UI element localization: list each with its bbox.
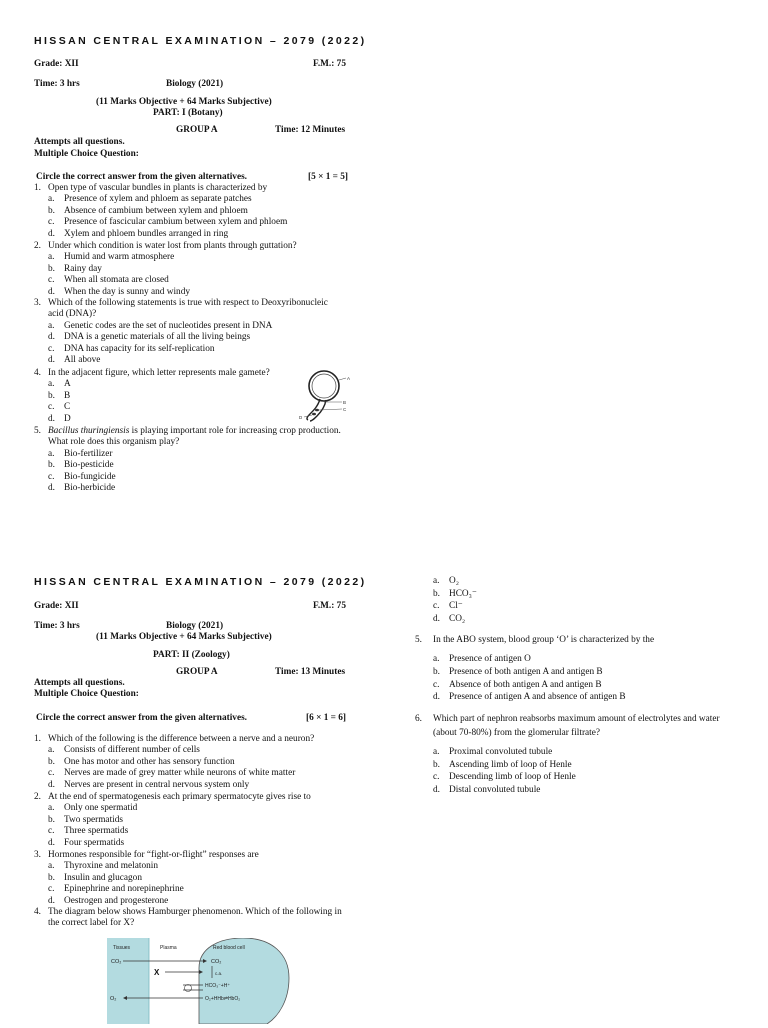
option[interactable]: a. Only one spermatid — [48, 803, 138, 814]
option[interactable]: d. Distal convoluted tubule — [433, 784, 541, 795]
part1-subject: Biology (2021) — [166, 79, 224, 89]
question-number: 4. — [34, 907, 41, 917]
question-text: Under which condition is water lost from plants through guttation? — [48, 241, 297, 251]
part2-question-1 — [34, 734, 344, 791]
question-text: Which of the following statements is true with respect to Deoxyribonucleic acid (DNA)? — [48, 298, 328, 320]
option[interactable]: c. Three spermatids — [48, 826, 129, 837]
option[interactable]: a. Consists of different number of cells — [48, 745, 200, 756]
part2-question-2 — [34, 792, 344, 849]
part2-part-title: PART: II (Zoology) — [153, 650, 230, 660]
option[interactable]: d. Nerves are present in central nervous system only — [48, 779, 250, 790]
diagram-hb-equation: O₂+HHb⇌HbO₂ — [205, 996, 241, 1002]
option[interactable]: a. Proximal convoluted tubule — [433, 747, 553, 757]
option[interactable]: b. HCO₃⁻ — [433, 588, 477, 599]
option[interactable]: a. Presence of xylem and phloem as separate patches — [48, 194, 252, 205]
diagram-x-label: X — [154, 968, 160, 977]
diagram-o2-left: O₂ — [110, 996, 117, 1002]
question-number: 3. — [34, 298, 41, 308]
part2-question-4 — [34, 907, 344, 930]
option[interactable]: c. Cl⁻ — [433, 601, 463, 612]
option[interactable]: a. A — [48, 379, 71, 390]
part1-time: Time: 3 hrs — [34, 79, 80, 89]
option[interactable]: b. Insulin and glucagon — [48, 872, 142, 883]
option[interactable]: d. Bio-herbicide — [48, 483, 116, 494]
question-number: 1. — [34, 183, 41, 193]
part1-header: HISSAN CENTRAL EXAMINATION – 2079 (2022) — [34, 35, 367, 47]
option[interactable]: c. C — [48, 402, 71, 413]
option[interactable]: a. Presence of antigen O — [433, 654, 531, 665]
part1-attempt-note: Attempts all questions. — [34, 137, 125, 147]
part2-header: HISSAN CENTRAL EXAMINATION – 2079 (2022) — [34, 576, 367, 588]
part1-question-2 — [34, 241, 344, 298]
option[interactable]: c. Bio-fungicide — [48, 471, 116, 482]
part2-grade: Grade: XII — [34, 601, 79, 611]
diagram-tissues-label: Tissues — [113, 945, 131, 951]
question-text: The diagram below shows Hamburger phenomenon. Which of the following in the correct label for X? — [48, 907, 342, 929]
part1-question-1 — [34, 183, 344, 240]
diagram-rbc-label: Red blood cell — [213, 945, 245, 951]
option[interactable]: b. Presence of both antigen A and antigen B — [433, 667, 603, 677]
option[interactable]: c. Epinephrine and norepinephrine — [48, 884, 184, 895]
option[interactable]: c. Absence of both antigen A and antigen B — [433, 679, 602, 690]
part1-group: GROUP A — [176, 125, 218, 135]
option[interactable]: d. All above — [48, 355, 101, 366]
part2-question-3 — [34, 850, 344, 907]
question-text: Which part of nephron reabsorbs maximum amount of electrolytes and water (about 70-80%) from the glomerular filtrate? — [433, 714, 720, 738]
question-text: Bacillus thuringiensis is playing important role for increasing crop production. What role does this organism play? — [48, 426, 341, 448]
option[interactable]: d. Xylem and phloem bundles arranged in ring — [48, 228, 229, 239]
diagram-ca-label: c.a. — [215, 971, 223, 976]
part1-full-marks: F.M.: 75 — [313, 59, 346, 69]
part2-attempt-note: Attempts all questions. — [34, 678, 125, 688]
question-number: 2. — [34, 241, 41, 251]
question-number: 2. — [34, 792, 41, 802]
part1-instruction: Circle the correct answer from the given alternatives. — [36, 172, 248, 182]
question-number: 3. — [34, 850, 41, 860]
option[interactable]: a. Humid and warm atmosphere — [48, 252, 175, 263]
part2-full-marks: F.M.: 75 — [313, 601, 346, 611]
part2-group: GROUP A — [176, 667, 218, 677]
figure-label-d: D — [299, 415, 303, 420]
question-text: Hormones responsible for “fight-or-flight” responses are — [48, 850, 259, 860]
option[interactable]: d. D — [48, 413, 71, 424]
option[interactable]: b. Bio-pesticide — [48, 460, 114, 471]
diagram-co2-left: CO₂ — [111, 959, 122, 965]
part1-marks-formula: [5 × 1 = 5] — [308, 172, 349, 182]
part2-group-time: Time: 13 Minutes — [275, 667, 346, 677]
option[interactable]: b. Absence of cambium between xylem and phloem — [48, 205, 248, 216]
option[interactable]: d. When the day is sunny and windy — [48, 286, 191, 297]
option[interactable]: b. Two spermatids — [48, 814, 123, 825]
hamburger-phenomenon-diagram — [107, 938, 297, 1028]
part2-question-4-options — [415, 575, 735, 625]
question-number: 4. — [34, 368, 41, 378]
figure-label-c: C — [343, 407, 347, 412]
option[interactable]: c. DNA has capacity for its self-replication — [48, 343, 215, 354]
option[interactable]: c. Descending limb of loop of Henle — [433, 772, 576, 783]
option[interactable]: d. CO₂ — [433, 613, 466, 624]
option[interactable]: d. DNA is a genetic materials of all the living beings — [48, 332, 251, 343]
part2-marks-formula: [6 × 1 = 6] — [306, 713, 347, 723]
diagram-co2-right: CO₂ — [211, 959, 222, 965]
option[interactable]: b. Ascending limb of loop of Henle — [433, 759, 572, 770]
question-text: In the ABO system, blood group ‘O’ is characterized by the — [433, 635, 655, 645]
option[interactable]: a. Genetic codes are the set of nucleotides present in DNA — [48, 320, 273, 331]
part2-question-6 — [415, 712, 735, 796]
question-number: 6. — [415, 714, 422, 724]
pollen-grain-figure — [296, 366, 354, 428]
part2-instruction: Circle the correct answer from the given alternatives. — [36, 713, 248, 723]
part2-marks-breakdown: (11 Marks Objective + 64 Marks Subjective) — [96, 632, 272, 642]
option[interactable]: b. Rainy day — [48, 263, 102, 274]
option[interactable]: b. B — [48, 390, 71, 401]
option[interactable]: a. Thyroxine and melatonin — [48, 861, 158, 872]
option[interactable]: d. Oestrogen and progesterone — [48, 895, 169, 906]
question-text: Open type of vascular bundles in plants is characterized by — [48, 183, 268, 193]
diagram-hco3-label: HCO₃⁻+H⁺ — [205, 983, 230, 989]
part1-grade: Grade: XII — [34, 59, 79, 69]
part1-group-time: Time: 12 Minutes — [275, 125, 346, 135]
option[interactable]: c. Presence of fascicular cambium between xylem and phloem — [48, 217, 288, 228]
option[interactable]: a. Bio-fertilizer — [48, 448, 113, 459]
question-number: 1. — [34, 734, 41, 744]
part1-question-3 — [34, 298, 344, 366]
part1-question-5 — [34, 426, 344, 494]
option[interactable]: c. Nerves are made of grey matter while neurons of white matter — [48, 768, 296, 779]
question-number: 5. — [415, 635, 422, 645]
option[interactable]: d. Four spermatids — [48, 837, 125, 848]
question-text: At the end of spermatogenesis each primary spermatocyte gives rise to — [48, 792, 311, 802]
part1-part-title: PART: I (Botany) — [153, 108, 223, 118]
option[interactable]: d. Presence of antigen A and absence of antigen B — [433, 692, 626, 703]
question-number: 5. — [34, 426, 41, 436]
option[interactable]: c. When all stomata are closed — [48, 275, 169, 286]
part2-subject: Biology (2021) — [166, 621, 224, 631]
part1-mcq-heading: Multiple Choice Question: — [34, 149, 139, 159]
part2-question-5 — [415, 635, 735, 704]
figure-label-b: B — [343, 400, 347, 405]
question-text: In the adjacent figure, which letter represents male gamete? — [48, 368, 270, 378]
option[interactable]: b. One has motor and other has sensory function — [48, 756, 235, 767]
figure-label-a: A — [347, 376, 351, 381]
part2-time: Time: 3 hrs — [34, 621, 80, 631]
diagram-plasma-label: Plasma — [160, 945, 177, 951]
part1-marks-breakdown: (11 Marks Objective + 64 Marks Subjective) — [96, 97, 272, 107]
question-text: Which of the following is the difference between a nerve and a neuron? — [48, 734, 315, 744]
part2-mcq-heading: Multiple Choice Question: — [34, 689, 139, 699]
option[interactable]: a. O₂ — [433, 576, 459, 586]
